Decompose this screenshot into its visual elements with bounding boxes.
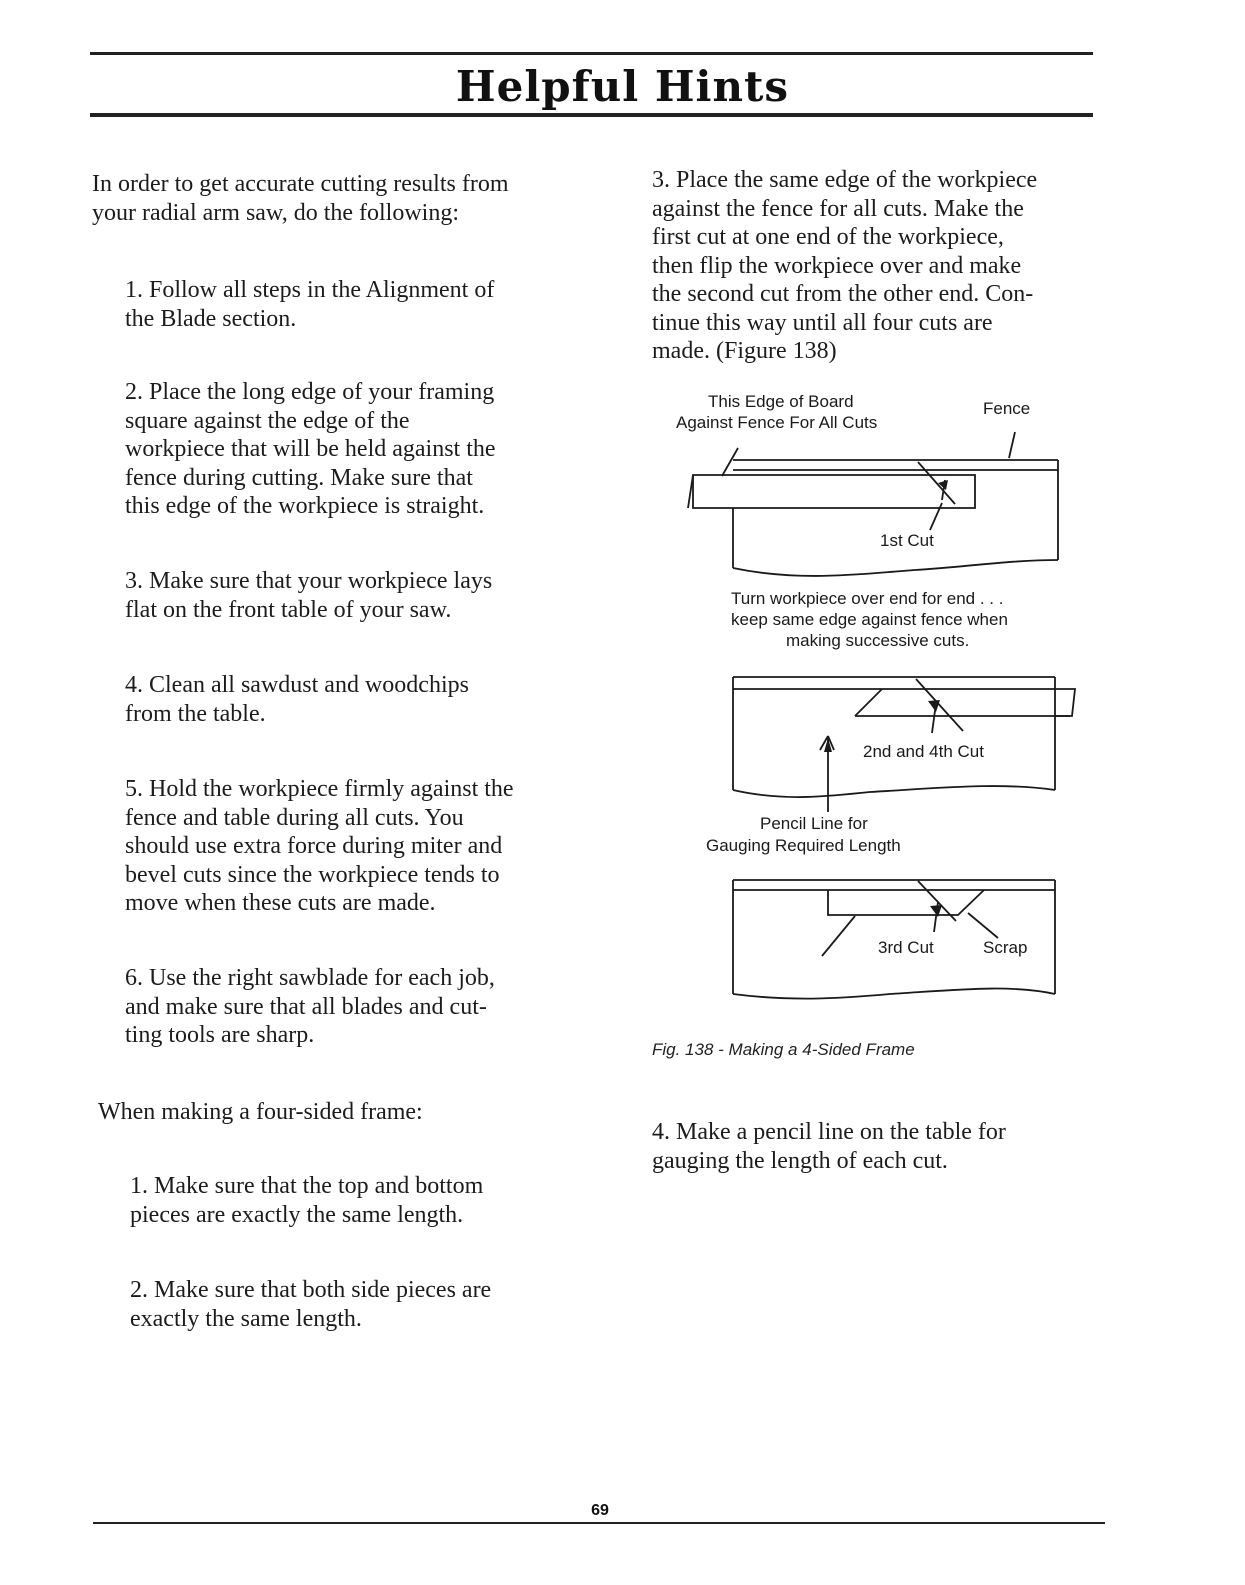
frame-step-1: 1. Make sure that the top and bottom pieces are exactly the same length.: [130, 1173, 484, 1228]
figure-caption: Fig. 138 - Making a 4-Sided Frame: [652, 1040, 915, 1059]
label-edge-line1: This Edge of Board: [708, 392, 854, 411]
label-scrap: Scrap: [983, 938, 1028, 957]
hint-step-3: 3. Make sure that your workpiece lays flat on the front table of your saw.: [125, 568, 493, 623]
hint-step-1: 1. Follow all steps in the Alignment of the Blade section.: [125, 277, 495, 332]
hint-step-4: 4. Clean all sawdust and woodchips from the table.: [125, 672, 469, 727]
footer-rule: [93, 1522, 1105, 1524]
label-third-cut: 3rd Cut: [878, 938, 934, 957]
note-line2: keep same edge against fence when: [731, 610, 1008, 629]
frame-step-4: 4. Make a pencil line on the table for gauging the length of each cut.: [652, 1119, 1006, 1174]
note-line3: making successive cuts.: [786, 631, 970, 650]
hint-step-6: 6. Use the right sawblade for each job, and make sure that all blades and cut- ting tools are sharp.: [125, 965, 495, 1048]
label-first-cut: 1st Cut: [880, 531, 934, 550]
label-second-fourth-cut: 2nd and 4th Cut: [863, 742, 984, 761]
label-fence: Fence: [983, 399, 1031, 418]
hint-step-2: 2. Place the long edge of your framing square against the edge of the workpiece that will be held against the fence during cutting. Make sure that this edge of the workpiece is straight.: [125, 379, 496, 519]
note-line1: Turn workpiece over end for end . . .: [731, 589, 1004, 608]
frame-intro: When making a four-sided frame:: [98, 1099, 423, 1125]
page-title: Helpful Hints: [455, 62, 790, 111]
panel-first-cut: [688, 432, 1058, 576]
pencil-line2: Gauging Required Length: [706, 836, 901, 855]
frame-step-3: 3. Place the same edge of the workpiece against the fence for all cuts. Make the first cut at one end of the workpiece, then flip the workpiece over and make the second cut from the other end. Con- tinue this way until all four cuts are made. (Figure 138): [652, 167, 1038, 364]
page-number: 69: [591, 1502, 609, 1519]
pencil-line1: Pencil Line for: [760, 814, 868, 833]
hint-step-5: 5. Hold the workpiece firmly against the fence and table during all cuts. You should use extra force during miter and bevel cuts since the workpiece tends to move when these cuts are made.: [125, 776, 514, 916]
frame-step-2: 2. Make sure that both side pieces are exactly the same length.: [130, 1277, 492, 1332]
label-edge-line2: Against Fence For All Cuts: [676, 413, 878, 432]
intro-paragraph: In order to get accurate cutting results from your radial arm saw, do the following:: [92, 171, 509, 226]
